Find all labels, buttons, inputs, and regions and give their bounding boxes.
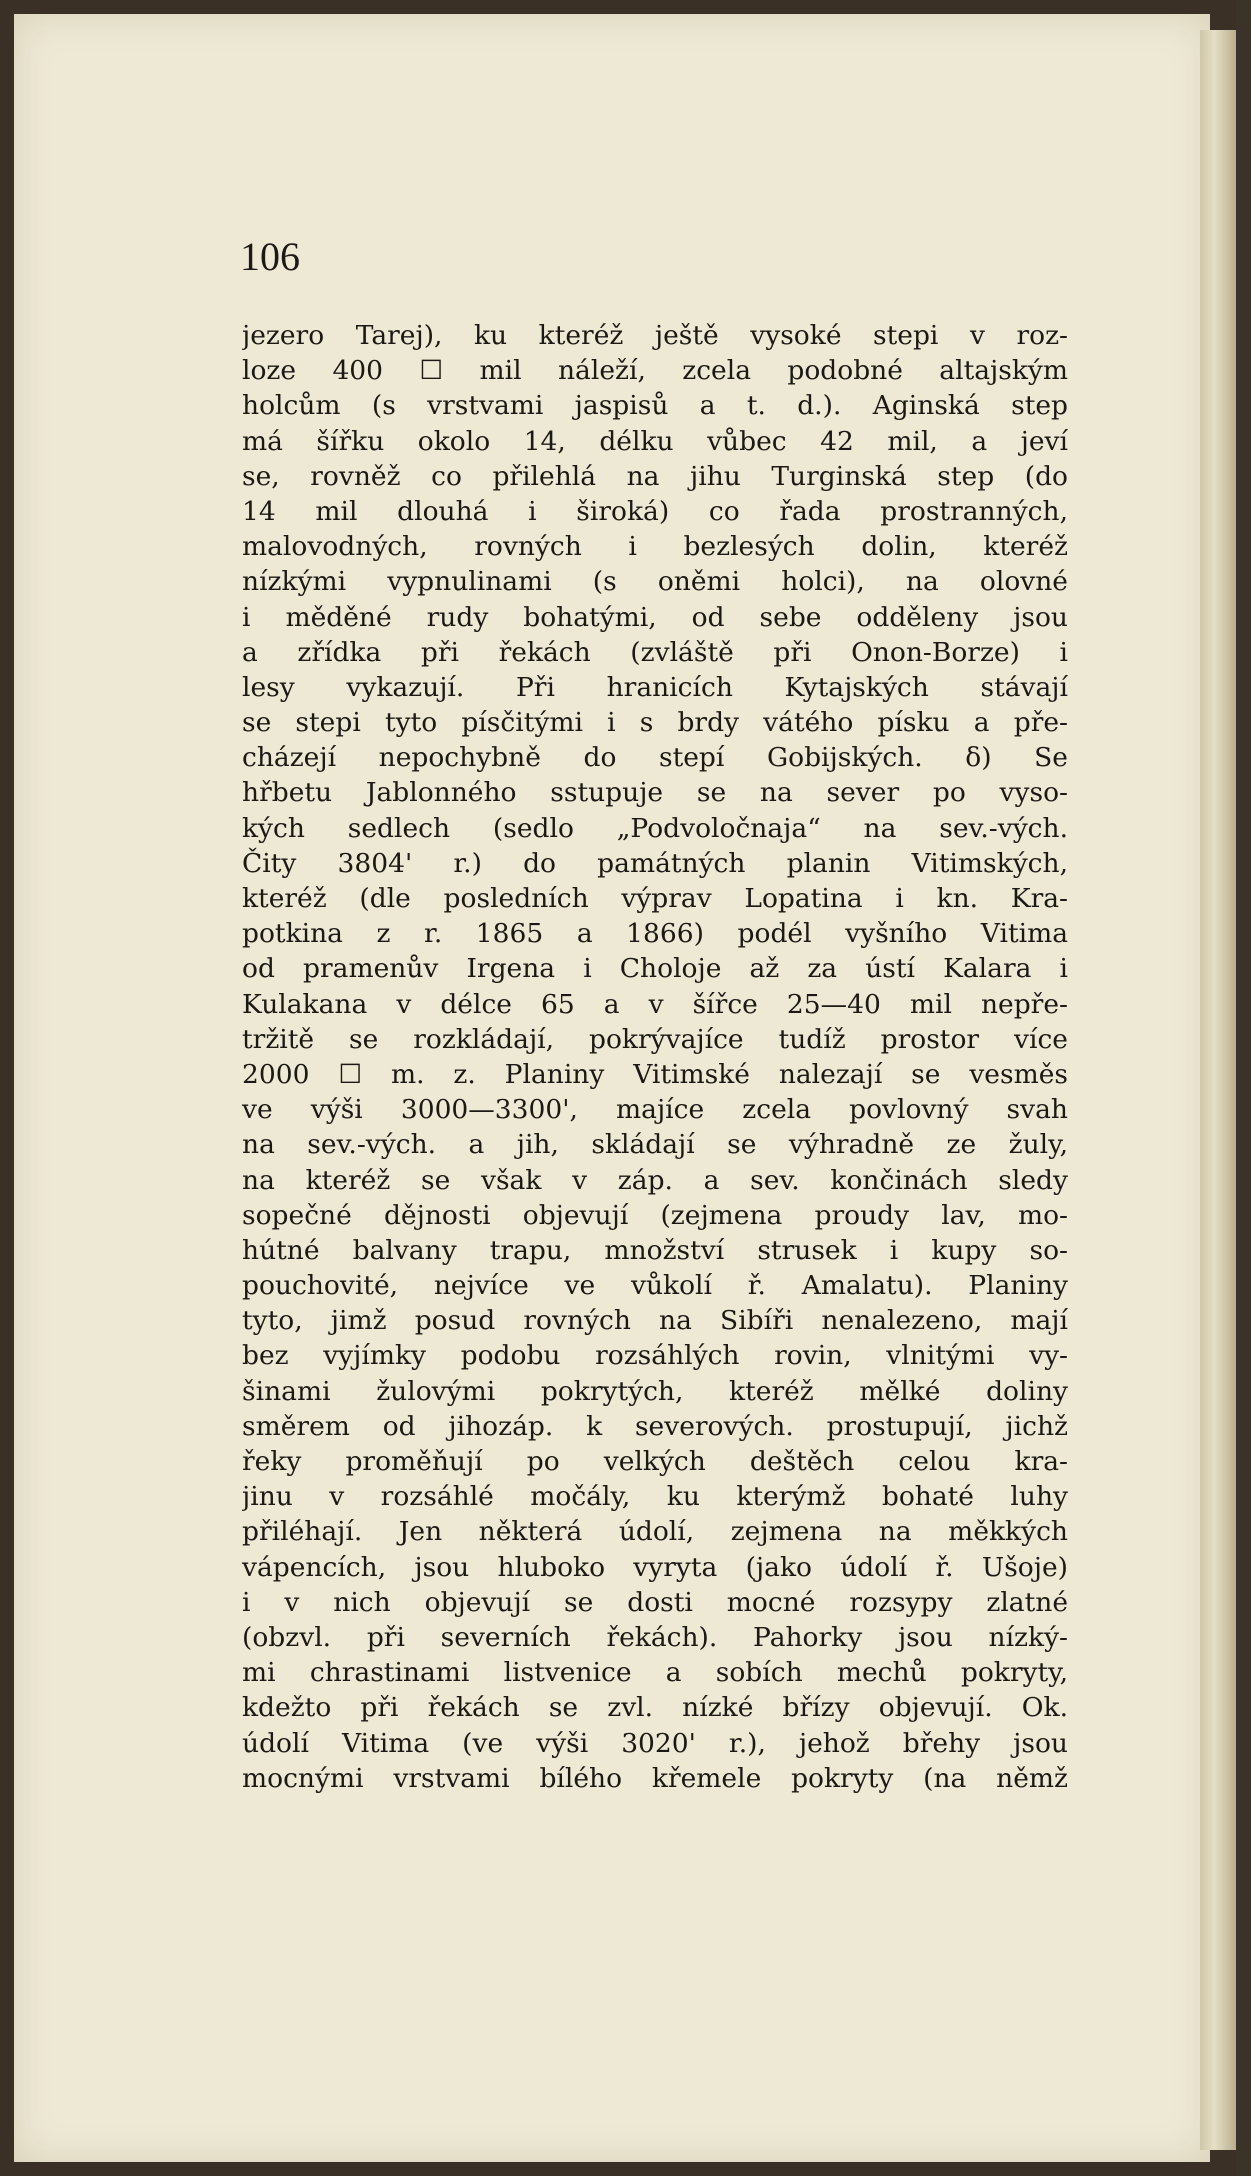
text-line: (obzvl. při severních řekách). Pahorky jsou nízký- [242,1621,1068,1653]
text-line: má šířku okolo 14, délku vůbec 42 mil, a jeví [242,425,1068,457]
text-line: na kteréž se však v záp. a sev. končinách sledy [242,1164,1068,1196]
text-line: a zřídka při řekách (zvláště při Onon-Borze) i [242,636,1068,668]
text-line: kdežto při řekách se zvl. nízké břízy objevují. Ok. [242,1692,1068,1724]
text-line: tržitě se rozkládají, pokrývajíce tudíž prostor více [242,1023,1068,1055]
text-line: bez vyjímky podobu rozsáhlých rovin, vlnitými vy- [242,1340,1068,1372]
text-line: loze 400 ☐ mil náleží, zcela podobné altajským [242,355,1068,387]
text-line: lesy vykazují. Při hranicích Kytajských stávají [242,671,1068,703]
text-line: potkina z r. 1865 a 1866) podél vyšního Vitima [242,918,1068,950]
page-number: 106 [240,234,300,279]
text-line: kteréž (dle posledních výprav Lopatina i kn. Kra- [242,883,1068,914]
text-line: přiléhají. Jen některá údolí, zejmena na měkkých [242,1516,1068,1548]
text-line: i v nich objevují se dosti mocné rozsypy zlatné [242,1586,1068,1618]
text-line: od pramenův Irgena i Choloje až za ústí Kalara i [242,953,1068,985]
text-line: ve výši 3000—3300', majíce zcela povlovný svah [242,1094,1068,1126]
text-line: hřbetu Jablonného sstupuje se na sever po vyso- [242,777,1068,809]
text-line: se stepi tyto písčitými i s brdy vátého písku a pře- [242,707,1068,739]
text-line: 2000 ☐ m. z. Planiny Vitimské nalezají se vesměs [242,1058,1068,1090]
text-line: údolí Vitima (ve výši 3020' r.), jehož břehy jsou [242,1727,1068,1759]
text-line: jezero Tarej), ku kteréž ještě vysoké stepi v roz- [242,320,1068,351]
text-line: sopečné dějnosti objevují (zejmena proudy lav, mo- [242,1199,1068,1231]
text-line: jinu v rozsáhlé močály, ku kterýmž bohaté luhy [242,1481,1068,1513]
text-line: cházejí nepochybně do stepí Gobijských. δ) Se [242,742,1068,774]
text-line: Kulakana v délce 65 a v šířce 25—40 mil nepře- [242,988,1068,1020]
text-line: malovodných, rovných i bezlesých dolin, kteréž [242,531,1068,563]
text-line: se, rovněž co přilehlá na jihu Turginská step (do [242,460,1068,492]
text-line: kých sedlech (sedlo „Podvoločnaja“ na sev.-vých. [242,812,1068,844]
text-line: mi chrastinami listvenice a sobích mechů pokryty, [242,1657,1068,1689]
text-line: nízkými vypnulinami (s oněmi holci), na olovné [242,566,1068,598]
text-line: pouchovité, nejvíce ve vůkolí ř. Amalatu). Planiny [242,1270,1068,1302]
text-line: 14 mil dlouhá i široká) co řada prostranných, [242,495,1068,527]
text-line: hútné balvany trapu, množství strusek i kupy so- [242,1234,1068,1266]
body-text [242,318,1068,1796]
text-line: směrem od jihozáp. k severových. prostupují, jichž [242,1410,1068,1442]
text-line: mocnými vrstvami bílého křemele pokryty (na němž [242,1762,1068,1794]
book-spine [1236,0,1251,2176]
text-line: Čity 3804' r.) do památných planin Vitimských, [242,847,1068,879]
text-line: řeky proměňují po velkých deštěch celou kra- [242,1446,1068,1477]
text-line: i měděné rudy bohatými, od sebe odděleny jsou [242,601,1068,633]
text-line: holcům (s vrstvami jaspisů a t. d.). Aginská step [242,390,1068,422]
text-line: tyto, jimž posud rovných na Sibíři nenalezeno, mají [242,1305,1068,1337]
text-line: vápencích, jsou hluboko vyryta (jako údolí ř. Ušoje) [242,1551,1068,1583]
page-edge [1200,30,1236,2150]
text-line: šinami žulovými pokrytých, kteréž mělké doliny [242,1375,1068,1407]
text-line: na sev.-vých. a jih, skládají se výhradně ze žuly, [242,1129,1068,1161]
